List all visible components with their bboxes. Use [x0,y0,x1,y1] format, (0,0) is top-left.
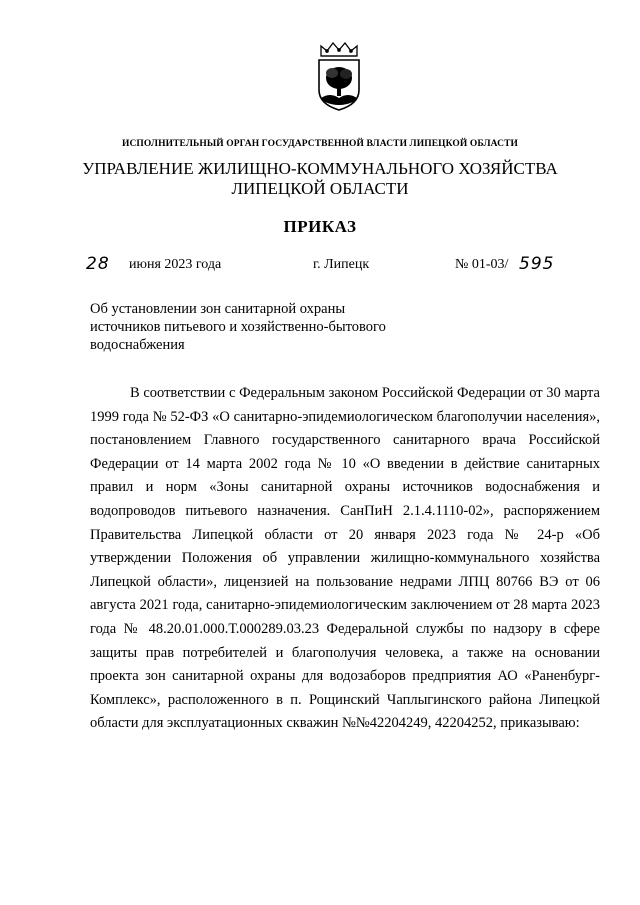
subject-line3: водоснабжения [90,337,185,353]
document-title: ПРИКАЗ [283,217,357,236]
tree-icon [326,67,352,96]
department-name-line2: ЛИПЕЦКОЙ ОБЛАСТИ [231,179,409,198]
handwritten-document-number: 595 [519,254,555,274]
document-number-prefix: № 01-03/ [455,257,509,272]
subject-line2: источников питьевого и хозяйственно-бытового [90,319,386,335]
date-month-year: июня 2023 года [129,257,222,272]
department-name [0,159,640,199]
body-paragraph: В соответствии с Федеральным законом Российской Федерации от 30 марта 1999 года № 52-ФЗ «О санитарно-эпидемиологическом благополучии населения», постановлением Главного государственного санитарного врача Российской Федерации от 14 марта 2002 года № 10 «О введении в действие санитарных правил и норм «Зоны санитарной охраны источников водоснабжения и водопроводов питьевого назначения. СанПиН 2.1.4.1110-02», распоряжением Правительства Липецкой области от 20 января 2023 года № 24-р «Об утверждении Положения об управлении жилищно-коммунального хозяйства Липецкой области», лицензией на пользование недрами ЛПЦ 80766 ВЭ от 06 августа 2021 года, санитарно-эпидемиологическим заключением от 28 марта 2023 года № 48.20.01.000.Т.000289.03.23 Федеральной службы по надзору в сфере защиты прав потребителей и благополучия человека, а также на основании проекта зон санитарной охраны для водозаборов предприятия АО «Раненбург-Комплекс», расположенного в п. Рощинский Чаплыгинского района Липецкой области для эксплуатационных скважин №№42204249, 42204252, приказываю: [90,385,600,732]
city: г. Липецк [313,257,370,272]
subject-line1: Об установлении зон санитарной охраны [90,301,346,317]
issuing-authority: ИСПОЛНИТЕЛЬНЫЙ ОРГАН ГОСУДАРСТВЕННОЙ ВЛАСТИ ЛИПЕЦКОЙ ОБЛАСТИ [121,139,519,149]
department-name-line1: УПРАВЛЕНИЕ ЖИЛИЩНО-КОММУНАЛЬНОГО ХОЗЯЙСТВА [82,159,558,178]
handwritten-day: 28 [86,254,110,274]
order-subject [90,300,430,354]
crown-icon [321,43,357,56]
coat-of-arms-icon [313,40,365,112]
order-body [90,382,600,736]
